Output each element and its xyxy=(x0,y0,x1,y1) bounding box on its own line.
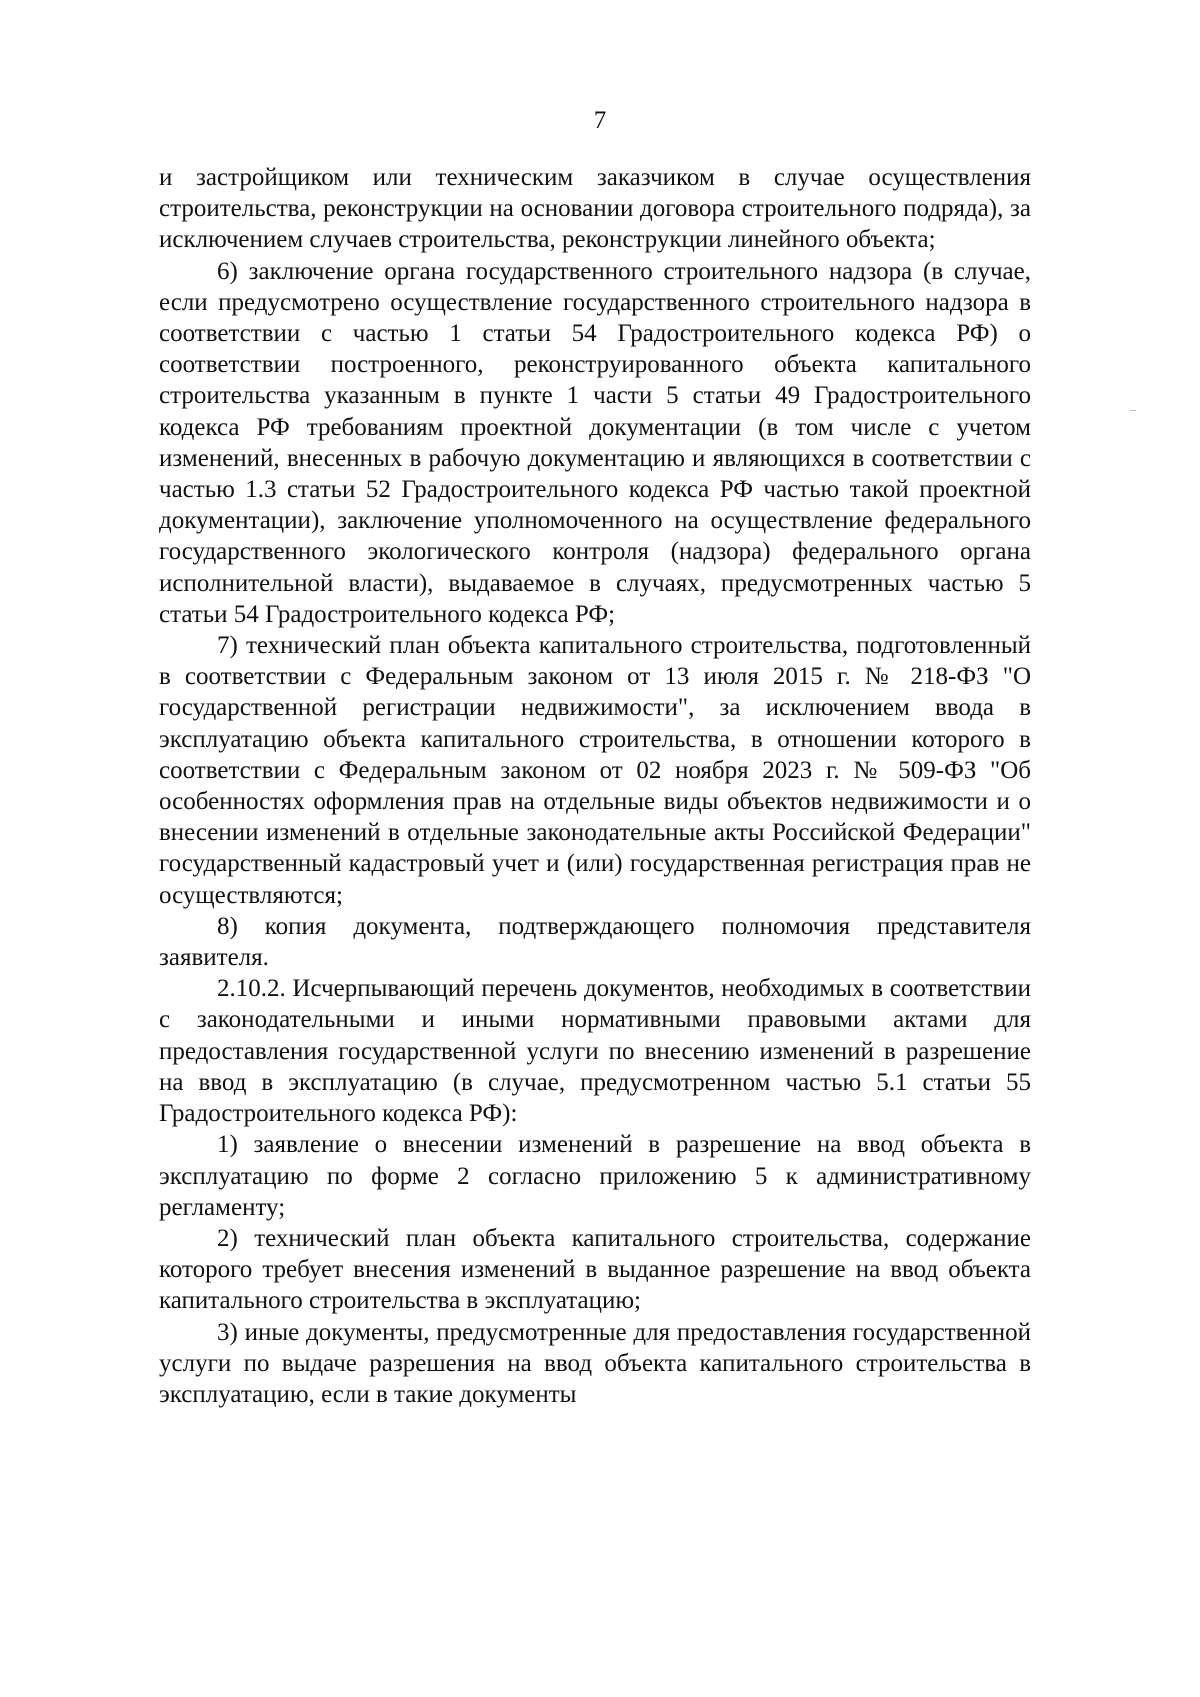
page-number: 7 xyxy=(593,107,607,134)
paragraph-continuation: и застройщиком или техническим заказчиком в случае осуществления строительства, реконструкции на основании договора строительного подряда), за исключением случаев строительства, реконструкции линейного объекта; xyxy=(159,164,1031,254)
document-body xyxy=(159,162,1031,1410)
paragraph-item-8: 8) копия документа, подтверждающего полномочия представителя заявителя. xyxy=(159,912,1031,972)
paragraph-subitem-3: 3) иные документы, предусмотренные для предоставления государственной услуги по выдаче разрешения на ввод объекта капитального строительства в эксплуатацию, если в такие документы xyxy=(159,1318,1031,1408)
paragraph-item-6: 6) заключение органа государственного строительного надзора (в случае, если предусмотрено осуществление государственного строительного надзора в соответствии с частью 1 статьи 54 Градостроительного кодекса РФ) о соответствии построенного, реконструированного объекта капитального строительства указанным в пункте 1 части 5 статьи 49 Градостроительного кодекса РФ требованиям проектной документации (в том числе с учетом изменений, внесенных в рабочую документацию и являющихся в соответствии с частью 1.3 статьи 52 Градостроительного кодекса РФ частью такой проектной документации), заключение уполномоченного на осуществление федерального государственного экологического контроля (надзора) федерального органа исполнительной власти), выдаваемое в случаях, предусмотренных частью 5 статьи 54 Градостроительного кодекса РФ; xyxy=(159,257,1031,628)
paragraph-subitem-1: 1) заявление о внесении изменений в разрешение на ввод объекта в эксплуатацию по форме 2 согласно приложению 5 к административному регламенту; xyxy=(159,1131,1031,1221)
scan-artifact-mark xyxy=(1130,410,1136,411)
paragraph-subitem-2: 2) технический план объекта капитального строительства, содержание которого требует внесения изменений в выданное разрешение на ввод объекта капитального строительства в эксплуатацию; xyxy=(159,1224,1031,1315)
paragraph-item-7: 7) технический план объекта капитального строительства, подготовленный в соответствии с Федеральным законом от 13 июля 2015 г. № 218-ФЗ "О государственной регистрации недвижимости", за исключением ввода в эксплуатацию объекта капитального строительства, в отношении которого в соответствии с Федеральным законом от 02 ноября 2023 г. № 509-ФЗ "Об особенностях оформления прав на отдельные виды объектов недвижимости и о внесении изменений в отдельные законодательные акты Российской Федерации" государственный кадастровый учет и (или) государственная регистрация прав не осуществляются; xyxy=(159,632,1031,909)
paragraph-section-2-10-2: 2.10.2. Исчерпывающий перечень документов, необходимых в соответствии с законодательными и иными нормативными правовыми актами для предоставления государственной услуги по внесению изменений в разрешение на ввод в эксплуатацию (в случае, предусмотренном частью 5.1 статьи 55 Градостроительного кодекса РФ): xyxy=(159,975,1031,1128)
